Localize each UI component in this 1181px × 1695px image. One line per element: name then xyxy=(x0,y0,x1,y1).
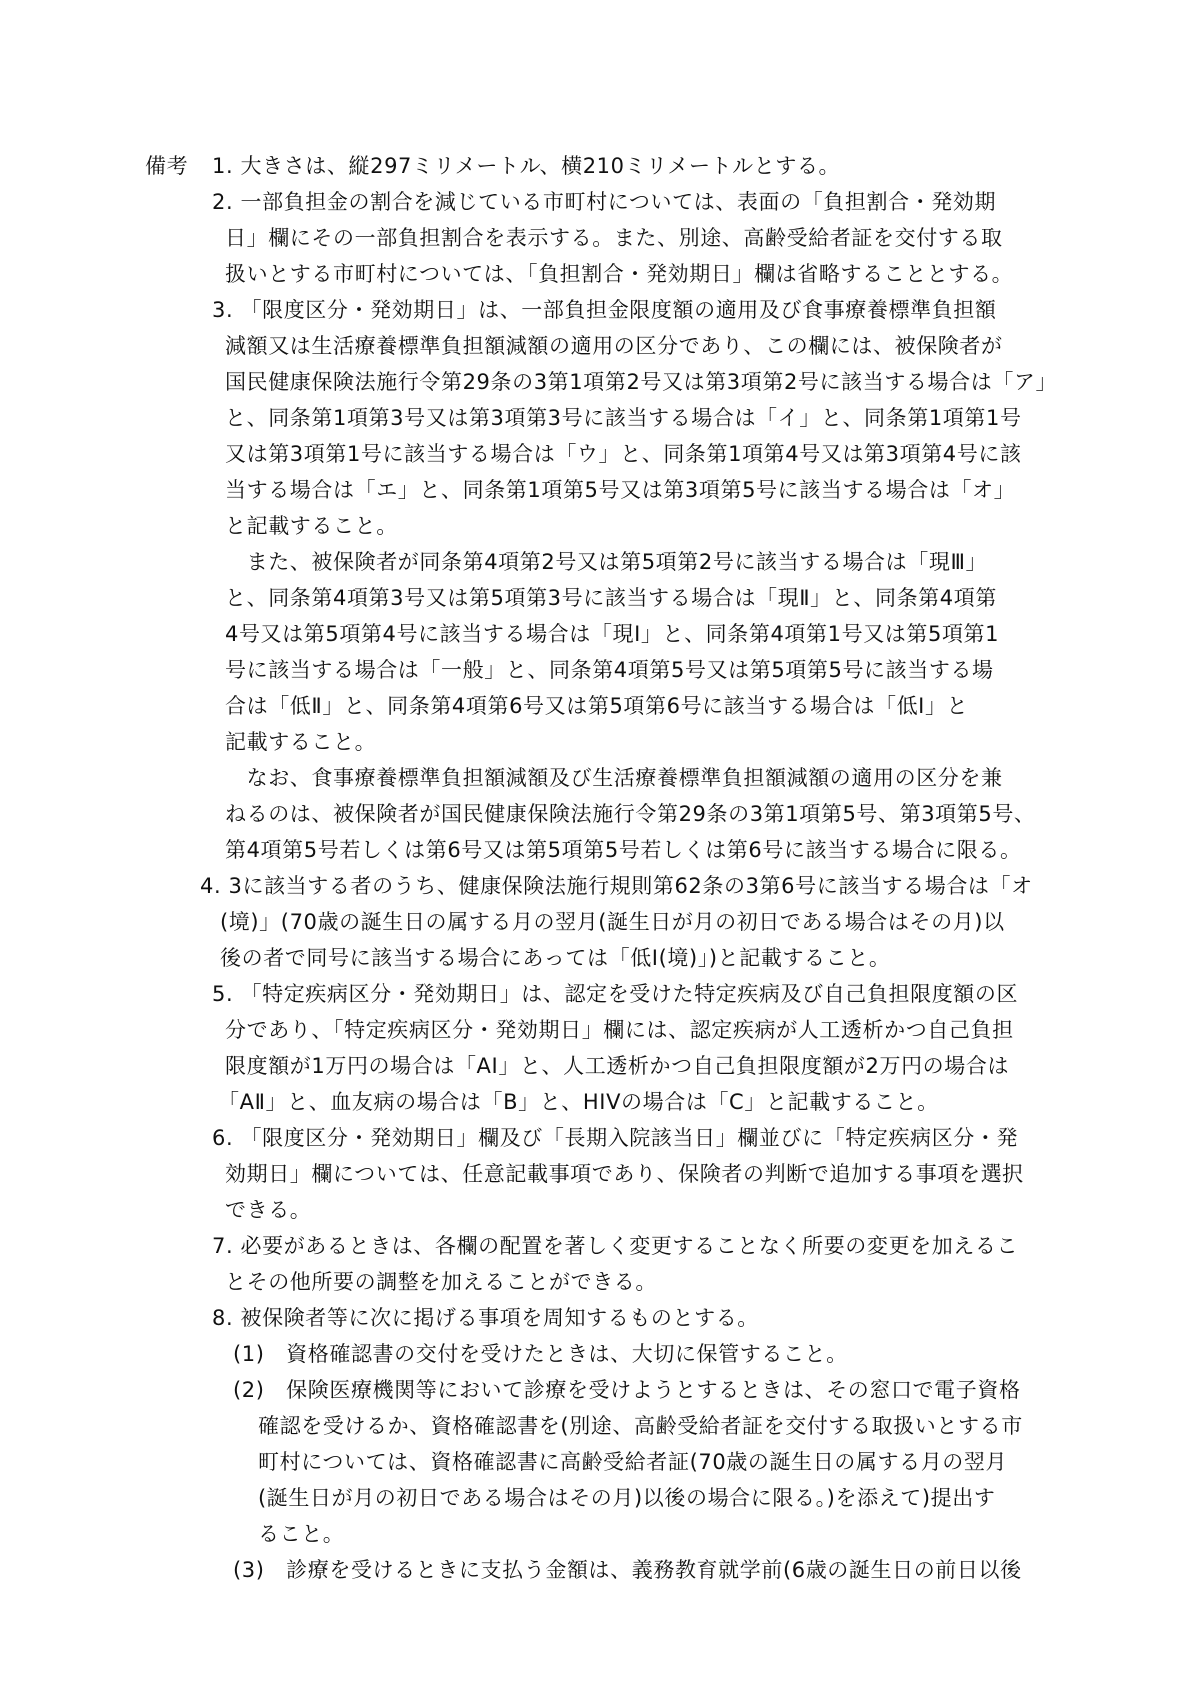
text-line: また、被保険者が同条第4項第2号又は第5項第2号に該当する場合は「現Ⅲ」 xyxy=(225,550,988,574)
text-line: 減額又は生活療養標準負担額減額の適用の区分であり、この欄には、被保険者が xyxy=(225,334,1003,358)
text-line: 1. 大きさは、縦297ミリメートル、横210ミリメートルとする。 xyxy=(212,154,841,178)
text-line: 記載すること。 xyxy=(225,730,377,754)
text-line: 確認を受けるか、資格確認書を(別途、高齢受給者証を交付する取扱いとする市 xyxy=(258,1414,1023,1438)
text-line: 効期日」欄については、任意記載事項であり、保険者の判断で追加する事項を選択 xyxy=(225,1162,1024,1186)
text-line: 限度額が1万円の場合は「AⅠ」と、人工透析かつ自己負担限度額が2万円の場合は xyxy=(225,1054,1010,1078)
text-line: (誕生日が月の初日である場合はその月)以後の場合に限る。)を添えて)提出す xyxy=(258,1486,996,1510)
text-line: と記載すること。 xyxy=(225,514,398,538)
text-line: (3) 診療を受けるときに支払う金額は、義務教育就学前(6歳の誕生日の前日以後 xyxy=(233,1558,1022,1582)
text-line: (1) 資格確認書の交付を受けたときは、大切に保管すること。 xyxy=(233,1342,848,1366)
text-line: 日」欄にその一部負担割合を表示する。また、別途、高齢受給者証を交付する取 xyxy=(225,226,1003,250)
text-line: 7. 必要があるときは、各欄の配置を著しく変更することなく所要の変更を加えるこ xyxy=(212,1234,1019,1258)
text-line: 国民健康保険法施行令第29条の3第1項第2号又は第3項第2号に該当する場合は「ア」 xyxy=(225,370,1058,394)
text-line: (2) 保険医療機関等において診療を受けようとするときは、その窓口で電子資格 xyxy=(233,1378,1021,1402)
text-line: 合は「低Ⅱ」と、同条第4項第6号又は第5項第6号に該当する場合は「低Ⅰ」と xyxy=(225,694,969,718)
text-line: 第4項第5号若しくは第6号又は第5項第5号若しくは第6号に該当する場合に限る。 xyxy=(225,838,1022,862)
text-line: ること。 xyxy=(258,1522,345,1546)
text-line: 8. 被保険者等に次に掲げる事項を周知するものとする。 xyxy=(212,1306,759,1330)
text-line: と、同条第1項第3号又は第3項第3号に該当する場合は「イ」と、同条第1項第1号 xyxy=(225,406,1022,430)
text-line: 町村については、資格確認書に高齢受給者証(70歳の誕生日の属する月の翌月 xyxy=(258,1450,1008,1474)
text-line: 6. 「限度区分・発効期日」欄及び「長期入院該当日」欄並びに「特定疾病区分・発 xyxy=(212,1126,1019,1150)
text-line: 「AⅡ」と、血友病の場合は「B」と、HIVの場合は「C」と記載すること。 xyxy=(218,1090,939,1114)
text-line: できる。 xyxy=(225,1198,312,1222)
text-line: 分であり、「特定疾病区分・発効期日」欄には、認定疾病が人工透析かつ自己負担 xyxy=(225,1018,1014,1042)
text-line: 4. 3に該当する者のうち、健康保険法施行規則第62条の3第6号に該当する場合は「オ xyxy=(200,874,1033,898)
text-line: 当する場合は「エ」と、同条第1項第5号又は第3項第5号に該当する場合は「オ」 xyxy=(225,478,1016,502)
text-line: 又は第3項第1号に該当する場合は「ウ」と、同条第1項第4号又は第3項第4号に該 xyxy=(225,442,1022,466)
text-line: 後の者で同号に該当する場合にあっては「低Ⅰ(境)」)と記載すること。 xyxy=(220,946,891,970)
text-line: なお、食事療養標準負担額減額及び生活療養標準負担額減額の適用の区分を兼 xyxy=(225,766,1003,790)
text-line: 号に該当する場合は「一般」と、同条第4項第5号又は第5項第5号に該当する場 xyxy=(225,658,994,682)
text-line: (境)」(70歳の誕生日の属する月の翌月(誕生日が月の初日である場合はその月)以 xyxy=(220,910,1005,934)
text-line: とその他所要の調整を加えることができる。 xyxy=(225,1270,657,1294)
text-line: 3. 「限度区分・発効期日」は、一部負担金限度額の適用及び食事療養標準負担額 xyxy=(212,298,997,322)
text-line: 2. 一部負担金の割合を減じている市町村については、表面の「負担割合・発効期 xyxy=(212,190,997,214)
text-line: と、同条第4項第3号又は第5項第3号に該当する場合は「現Ⅱ」と、同条第4項第 xyxy=(225,586,997,610)
text-line: 4号又は第5項第4号に該当する場合は「現Ⅰ」と、同条第4項第1号又は第5項第1 xyxy=(225,622,1000,646)
text-line: 扱いとする市町村については、「負担割合・発効期日」欄は省略することとする。 xyxy=(225,262,1014,286)
text-line: ねるのは、被保険者が国民健康保険法施行令第29条の3第1項第5号、第3項第5号、 xyxy=(225,802,1036,826)
text-line: 5. 「特定疾病区分・発効期日」は、認定を受けた特定疾病及び自己負担限度額の区 xyxy=(212,982,1019,1006)
remarks-heading: 備考 xyxy=(145,154,189,178)
